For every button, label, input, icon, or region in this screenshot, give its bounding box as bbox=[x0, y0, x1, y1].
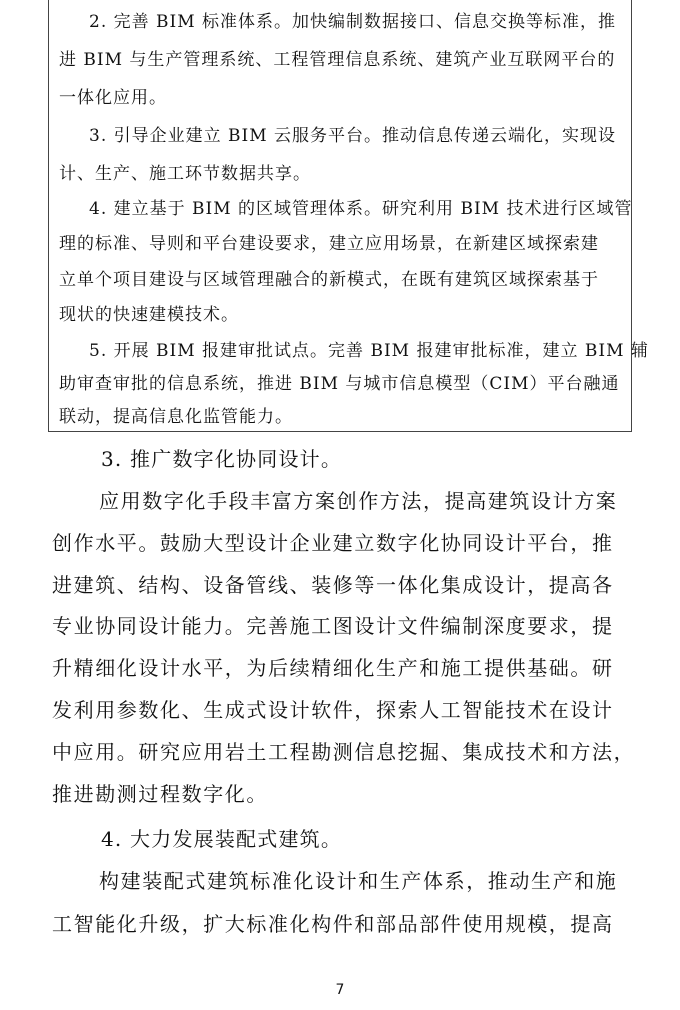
section3-line8: 推进勘测过程数字化。 bbox=[52, 782, 268, 806]
box-item4-line4: 现状的快速建模技术。 bbox=[59, 305, 239, 325]
page-number: 7 bbox=[335, 982, 345, 998]
box-item2-line2: 进 BIM 与生产管理系统、工程管理信息系统、建筑产业互联网平台的 bbox=[59, 50, 616, 70]
box-item3-line1: 3. 引导企业建立 BIM 云服务平台。推动信息传递云端化，实现设 bbox=[89, 126, 617, 146]
box-item4-line2: 理的标准、导则和平台建设要求，建立应用场景，在新建区域探索建 bbox=[59, 234, 599, 254]
box-item4-line1: 4. 建立基于 BIM 的区域管理体系。研究利用 BIM 技术进行区域管 bbox=[89, 199, 633, 219]
boxed-content bbox=[48, 0, 649, 432]
section3-line1: 应用数字化手段丰富方案创作方法，提高建筑设计方案 bbox=[99, 489, 618, 513]
section3-line3: 进建筑、结构、设备管线、装修等一体化集成设计，提高各 bbox=[52, 573, 614, 597]
box-item5-line2: 助审查审批的信息系统，推进 BIM 与城市信息模型（CIM）平台融通 bbox=[59, 374, 620, 394]
section3-line6: 发利用参数化、生成式设计软件，探索人工智能技术在设计 bbox=[52, 698, 614, 722]
section3-line7: 中应用。研究应用岩土工程勘测信息挖掘、集成技术和方法， bbox=[52, 740, 636, 764]
section4-line2: 工智能化升级，扩大标准化构件和部品部件使用规模，提高 bbox=[52, 912, 614, 936]
box-item5-line3: 联动，提高信息化监管能力。 bbox=[59, 407, 293, 427]
section4-heading: 4. 大力发展装配式建筑。 bbox=[101, 827, 343, 851]
box-item4-line3: 立单个项目建设与区域管理融合的新模式，在既有建筑区域探索基于 bbox=[59, 270, 599, 290]
box-item2-line3: 一体化应用。 bbox=[59, 88, 167, 108]
section3-line5: 升精细化设计水平，为后续精细化生产和施工提供基础。研 bbox=[52, 656, 614, 680]
box-item3-line2: 计、生产、施工环节数据共享。 bbox=[59, 164, 311, 184]
section3-heading: 3. 推广数字化协同设计。 bbox=[101, 447, 343, 471]
section3-line4: 专业协同设计能力。完善施工图设计文件编制深度要求，提 bbox=[52, 614, 614, 638]
section3-line2: 创作水平。鼓励大型设计企业建立数字化协同设计平台，推 bbox=[52, 531, 614, 555]
section4-line1: 构建装配式建筑标准化设计和生产体系，推动生产和施 bbox=[99, 869, 618, 893]
box-item2-line1: 2. 完善 BIM 标准体系。加快编制数据接口、信息交换等标准，推 bbox=[89, 12, 617, 32]
box-item5-line1: 5. 开展 BIM 报建审批试点。完善 BIM 报建审批标准，建立 BIM 辅 bbox=[89, 341, 649, 361]
